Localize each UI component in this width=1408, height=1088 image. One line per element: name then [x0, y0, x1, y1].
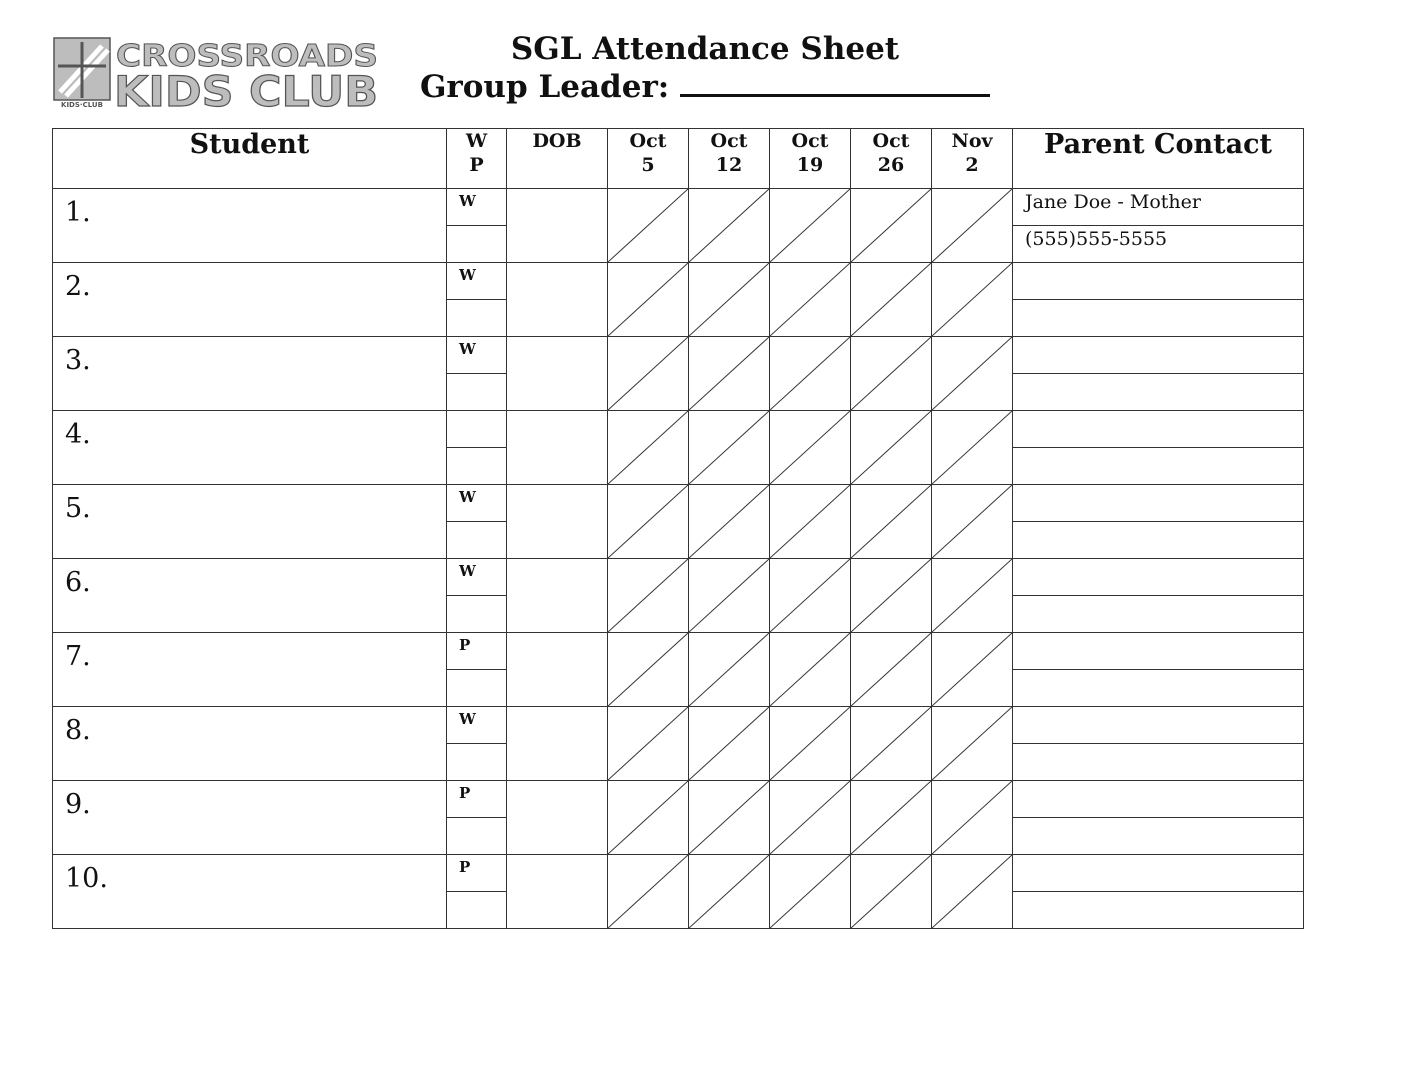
attendance-slash: [608, 633, 688, 706]
header-wp: W P: [447, 129, 507, 189]
attendance-slash: [851, 781, 931, 854]
parent-contact-phone-cell[interactable]: (555)555-5555: [1013, 226, 1304, 263]
attendance-cell[interactable]: [932, 337, 1013, 411]
wp-cell[interactable]: [447, 411, 507, 448]
dob-cell[interactable]: [507, 411, 608, 485]
attendance-cell[interactable]: [608, 411, 689, 485]
header-date: Oct 19: [770, 129, 851, 189]
group-leader-label: Group Leader:: [419, 69, 670, 105]
attendance-slash: [689, 855, 769, 928]
attendance-cell[interactable]: [851, 337, 932, 411]
attendance-slash: [770, 263, 850, 336]
attendance-cell[interactable]: [689, 485, 770, 559]
attendance-slash: [689, 559, 769, 632]
attendance-slash: [932, 855, 1012, 928]
wp-cell[interactable]: W: [447, 485, 507, 522]
parent-contact-name-cell[interactable]: [1013, 559, 1304, 596]
student-row: [53, 781, 1304, 818]
header-row: [53, 129, 1304, 189]
wp-cell-sub[interactable]: [447, 892, 507, 929]
attendance-slash: [770, 559, 850, 632]
attendance-slash: [770, 189, 850, 262]
title-block: [395, 30, 1015, 106]
attendance-cell[interactable]: [770, 707, 851, 781]
attendance-cell[interactable]: [770, 559, 851, 633]
attendance-slash: [770, 633, 850, 706]
attendance-cell[interactable]: [689, 633, 770, 707]
attendance-cell[interactable]: [608, 263, 689, 337]
row-number: 7.: [65, 641, 91, 672]
wp-cell[interactable]: W: [447, 263, 507, 300]
attendance-cell[interactable]: [932, 485, 1013, 559]
attendance-slash: [689, 263, 769, 336]
wp-cell[interactable]: W: [447, 337, 507, 374]
parent-contact-name-cell[interactable]: [1013, 855, 1304, 892]
attendance-cell[interactable]: [851, 559, 932, 633]
attendance-cell[interactable]: [770, 263, 851, 337]
student-name-cell[interactable]: [53, 189, 447, 263]
row-number: 4.: [65, 419, 91, 450]
attendance-cell[interactable]: [932, 781, 1013, 855]
attendance-slash: [851, 633, 931, 706]
svg-text:CROSSROADS: CROSSROADS: [116, 39, 378, 74]
attendance-slash: [932, 485, 1012, 558]
attendance-cell[interactable]: [689, 707, 770, 781]
student-row: [53, 559, 1304, 596]
attendance-slash: [689, 485, 769, 558]
attendance-slash: [932, 633, 1012, 706]
attendance-slash: [932, 707, 1012, 780]
attendance-cell[interactable]: [770, 411, 851, 485]
attendance-slash: [851, 855, 931, 928]
attendance-cell[interactable]: [932, 855, 1013, 929]
header-parent-contact: Parent Contact: [1013, 129, 1304, 189]
attendance-slash: [770, 337, 850, 410]
attendance-slash: [932, 559, 1012, 632]
student-row: [53, 411, 1304, 448]
attendance-slash: [608, 781, 688, 854]
student-row: [53, 855, 1304, 892]
attendance-slash: [689, 411, 769, 484]
attendance-cell[interactable]: [608, 485, 689, 559]
row-number: 2.: [65, 271, 91, 302]
header-student: Student: [53, 129, 447, 189]
student-name-cell[interactable]: [53, 485, 447, 559]
attendance-slash: [608, 189, 688, 262]
parent-contact-name-cell[interactable]: [1013, 707, 1304, 744]
attendance-cell[interactable]: [608, 707, 689, 781]
attendance-slash: [608, 337, 688, 410]
attendance-slash: [608, 485, 688, 558]
wp-cell-sub[interactable]: [447, 596, 507, 633]
student-row: [53, 633, 1304, 670]
attendance-cell[interactable]: [608, 855, 689, 929]
wp-cell-sub[interactable]: [447, 744, 507, 781]
wp-cell[interactable]: W: [447, 189, 507, 226]
wp-cell-sub[interactable]: [447, 670, 507, 707]
dob-cell[interactable]: [507, 485, 608, 559]
parent-contact-name-cell[interactable]: [1013, 781, 1304, 818]
group-leader-line: [395, 68, 1015, 106]
attendance-cell[interactable]: [770, 485, 851, 559]
dob-cell[interactable]: [507, 189, 608, 263]
row-number: 10.: [65, 863, 108, 894]
row-number: 3.: [65, 345, 91, 376]
wp-cell[interactable]: W: [447, 559, 507, 596]
svg-text:KIDS·CLUB: KIDS·CLUB: [61, 101, 103, 109]
attendance-cell[interactable]: [932, 189, 1013, 263]
attendance-slash: [689, 781, 769, 854]
header-dob: DOB: [507, 129, 608, 189]
attendance-cell[interactable]: [608, 781, 689, 855]
attendance-cell[interactable]: [689, 559, 770, 633]
parent-contact-phone-cell[interactable]: [1013, 744, 1304, 781]
parent-contact-name-cell[interactable]: [1013, 633, 1304, 670]
attendance-cell[interactable]: [770, 855, 851, 929]
attendance-cell[interactable]: [851, 485, 932, 559]
attendance-cell[interactable]: [770, 781, 851, 855]
attendance-cell[interactable]: [932, 633, 1013, 707]
attendance-cell[interactable]: [689, 781, 770, 855]
attendance-slash: [770, 855, 850, 928]
parent-contact-phone-cell[interactable]: [1013, 892, 1304, 929]
attendance-slash: [689, 337, 769, 410]
attendance-slash: [851, 337, 931, 410]
attendance-cell[interactable]: [851, 707, 932, 781]
student-name-cell[interactable]: [53, 633, 447, 707]
attendance-slash: [851, 411, 931, 484]
header-date: Oct 26: [851, 129, 932, 189]
attendance-slash: [932, 411, 1012, 484]
student-name-cell[interactable]: [53, 337, 447, 411]
attendance-table: [52, 128, 1304, 929]
attendance-slash: [770, 781, 850, 854]
dob-cell[interactable]: [507, 337, 608, 411]
attendance-slash: [932, 189, 1012, 262]
attendance-cell[interactable]: [608, 189, 689, 263]
header-date: Nov 2: [932, 129, 1013, 189]
dob-cell[interactable]: [507, 633, 608, 707]
attendance-slash: [851, 263, 931, 336]
student-name-cell[interactable]: [53, 263, 447, 337]
student-name-cell[interactable]: [53, 781, 447, 855]
parent-contact-phone-cell[interactable]: [1013, 300, 1304, 337]
attendance-slash: [689, 633, 769, 706]
attendance-cell[interactable]: [689, 263, 770, 337]
parent-contact-phone-cell[interactable]: [1013, 522, 1304, 559]
attendance-cell[interactable]: [851, 855, 932, 929]
attendance-cell[interactable]: [770, 337, 851, 411]
dob-cell[interactable]: [507, 781, 608, 855]
wp-cell-sub[interactable]: [447, 226, 507, 263]
attendance-cell[interactable]: [608, 633, 689, 707]
attendance-cell[interactable]: [770, 633, 851, 707]
attendance-cell[interactable]: [770, 189, 851, 263]
attendance-cell[interactable]: [851, 189, 932, 263]
attendance-slash: [851, 485, 931, 558]
dob-cell[interactable]: [507, 855, 608, 929]
parent-contact-phone-cell[interactable]: [1013, 670, 1304, 707]
attendance-slash: [770, 485, 850, 558]
attendance-slash: [770, 411, 850, 484]
parent-contact-name-cell[interactable]: [1013, 263, 1304, 300]
attendance-slash: [770, 707, 850, 780]
parent-contact-name-cell[interactable]: [1013, 485, 1304, 522]
student-name-cell[interactable]: [53, 855, 447, 929]
attendance-cell[interactable]: [851, 633, 932, 707]
attendance-slash: [608, 411, 688, 484]
attendance-slash: [932, 781, 1012, 854]
attendance-slash: [851, 559, 931, 632]
parent-contact-phone-cell[interactable]: [1013, 374, 1304, 411]
header-date: Oct 5: [608, 129, 689, 189]
attendance-slash: [608, 263, 688, 336]
dob-cell[interactable]: [507, 707, 608, 781]
wp-cell[interactable]: P: [447, 855, 507, 892]
student-name-cell[interactable]: [53, 411, 447, 485]
student-name-cell[interactable]: [53, 707, 447, 781]
attendance-slash: [689, 707, 769, 780]
dob-cell[interactable]: [507, 559, 608, 633]
attendance-cell[interactable]: [689, 411, 770, 485]
attendance-cell[interactable]: [689, 337, 770, 411]
header-date: Oct 12: [689, 129, 770, 189]
wp-cell-sub[interactable]: [447, 300, 507, 337]
attendance-cell[interactable]: [932, 411, 1013, 485]
parent-contact-name-cell[interactable]: [1013, 411, 1304, 448]
parent-contact-name-cell[interactable]: [1013, 337, 1304, 374]
wp-cell[interactable]: P: [447, 781, 507, 818]
attendance-cell[interactable]: [608, 337, 689, 411]
attendance-cell[interactable]: [689, 855, 770, 929]
attendance-cell[interactable]: [932, 707, 1013, 781]
attendance-slash: [689, 189, 769, 262]
wp-cell-sub[interactable]: [447, 374, 507, 411]
parent-contact-phone-cell[interactable]: [1013, 818, 1304, 855]
sheet-title: SGL Attendance Sheet: [510, 31, 900, 67]
attendance-cell[interactable]: [851, 781, 932, 855]
parent-contact-phone-cell[interactable]: [1013, 596, 1304, 633]
student-row: [53, 263, 1304, 300]
row-number: 9.: [65, 789, 91, 820]
student-row: [53, 189, 1304, 226]
attendance-cell[interactable]: [608, 559, 689, 633]
attendance-cell[interactable]: [689, 189, 770, 263]
attendance-slash: [608, 559, 688, 632]
attendance-cell[interactable]: [851, 411, 932, 485]
row-number: 1.: [65, 197, 91, 228]
row-number: 6.: [65, 567, 91, 598]
dob-cell[interactable]: [507, 263, 608, 337]
attendance-cell[interactable]: [851, 263, 932, 337]
wp-cell-sub[interactable]: [447, 448, 507, 485]
attendance-slash: [608, 707, 688, 780]
attendance-slash: [851, 189, 931, 262]
group-leader-blank[interactable]: [680, 68, 990, 97]
student-name-cell[interactable]: [53, 559, 447, 633]
wp-cell-sub[interactable]: [447, 818, 507, 855]
row-number: 5.: [65, 493, 91, 524]
attendance-cell[interactable]: [932, 559, 1013, 633]
row-number: 8.: [65, 715, 91, 746]
parent-contact-name-cell[interactable]: Jane Doe - Mother: [1013, 189, 1304, 226]
attendance-slash: [851, 707, 931, 780]
attendance-slash: [932, 263, 1012, 336]
wp-cell[interactable]: W: [447, 707, 507, 744]
student-row: [53, 707, 1304, 744]
crossroads-kids-club-logo: [52, 36, 382, 110]
wp-cell[interactable]: P: [447, 633, 507, 670]
svg-text:KIDS CLUB: KIDS CLUB: [114, 67, 378, 110]
attendance-cell[interactable]: [932, 263, 1013, 337]
attendance-slash: [932, 337, 1012, 410]
student-row: [53, 485, 1304, 522]
wp-cell-sub[interactable]: [447, 522, 507, 559]
student-row: [53, 337, 1304, 374]
attendance-slash: [608, 855, 688, 928]
parent-contact-phone-cell[interactable]: [1013, 448, 1304, 485]
